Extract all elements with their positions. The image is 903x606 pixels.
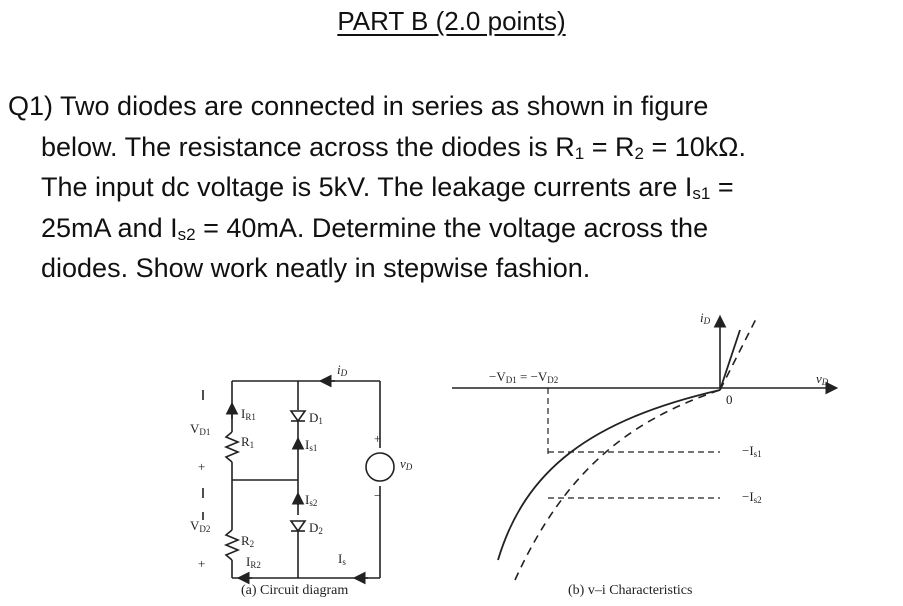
d1-label: D1 [309, 410, 323, 426]
is2-label: Is2 [305, 492, 318, 508]
question-line-5-text: diodes. Show work neatly in stepwise fashion. [41, 253, 591, 283]
vd-source-label: vD [400, 456, 413, 472]
question-line-3-b: = [710, 172, 734, 202]
question-line-3-a: The input dc voltage is 5kV. The leakage currents are I [41, 172, 693, 202]
is1-axis-label: −Is1 [742, 443, 762, 459]
circuit-caption: (a) Circuit diagram [241, 583, 349, 598]
id-label: iD [337, 362, 348, 378]
d1-forward [720, 330, 740, 390]
d2-diode-symbol [291, 521, 305, 531]
ir1-label: IR1 [241, 406, 256, 422]
voltage-source [366, 453, 394, 481]
is2-subscript: s2 [177, 224, 196, 244]
r2-label: R2 [241, 533, 255, 549]
is-label: Is [338, 551, 346, 567]
is2-axis-label: −Is2 [742, 489, 762, 505]
part-heading-text: PART B (2.0 points) [337, 6, 566, 36]
source-plus: + [374, 431, 382, 446]
origin-label: 0 [726, 392, 733, 407]
vd1-label: VD1 [190, 421, 211, 437]
r1-subscript: 1 [574, 143, 585, 163]
vi-characteristics [452, 315, 835, 580]
question-line-2-b: = R [584, 131, 635, 162]
d1-diode-symbol [291, 411, 305, 421]
r2-resistor [226, 530, 238, 560]
question-line-1-text: Two diodes are connected in series as shown in figure [60, 91, 709, 121]
circuit-diagram [203, 381, 394, 578]
vd2-label: VD2 [190, 518, 211, 534]
ir2-label: IR2 [246, 554, 261, 570]
r1-label: R1 [241, 434, 255, 450]
v-axis-label: vD [816, 371, 829, 387]
reverse-voltage-label: −VD1 = −VD2 [489, 369, 559, 385]
source-minus: − [374, 488, 382, 503]
question-line-2-a: below. The resistance across the diodes is R [41, 131, 575, 162]
vd2-plus: + [198, 556, 206, 571]
d2-curve [515, 390, 720, 580]
r2-subscript: 2 [634, 143, 644, 163]
d1-curve [498, 390, 720, 560]
question-line-4-b: = 40mA. Determine the voltage across the [195, 212, 709, 243]
r1-resistor [226, 432, 238, 462]
question-line-2-c: = 10kΩ. [644, 131, 746, 162]
question-number: Q1) [8, 91, 54, 121]
is1-subscript: s1 [692, 184, 711, 203]
question-line-4-a: 25mA and I [41, 212, 178, 243]
i-axis-label: iD [700, 310, 711, 326]
is1-label: Is1 [305, 437, 318, 453]
d2-label: D2 [309, 520, 323, 536]
characteristics-caption: (b) v–i Characteristics [568, 583, 693, 598]
characteristics-labels [489, 310, 829, 598]
d2-forward [720, 315, 758, 390]
vd1-plus: + [198, 459, 206, 474]
